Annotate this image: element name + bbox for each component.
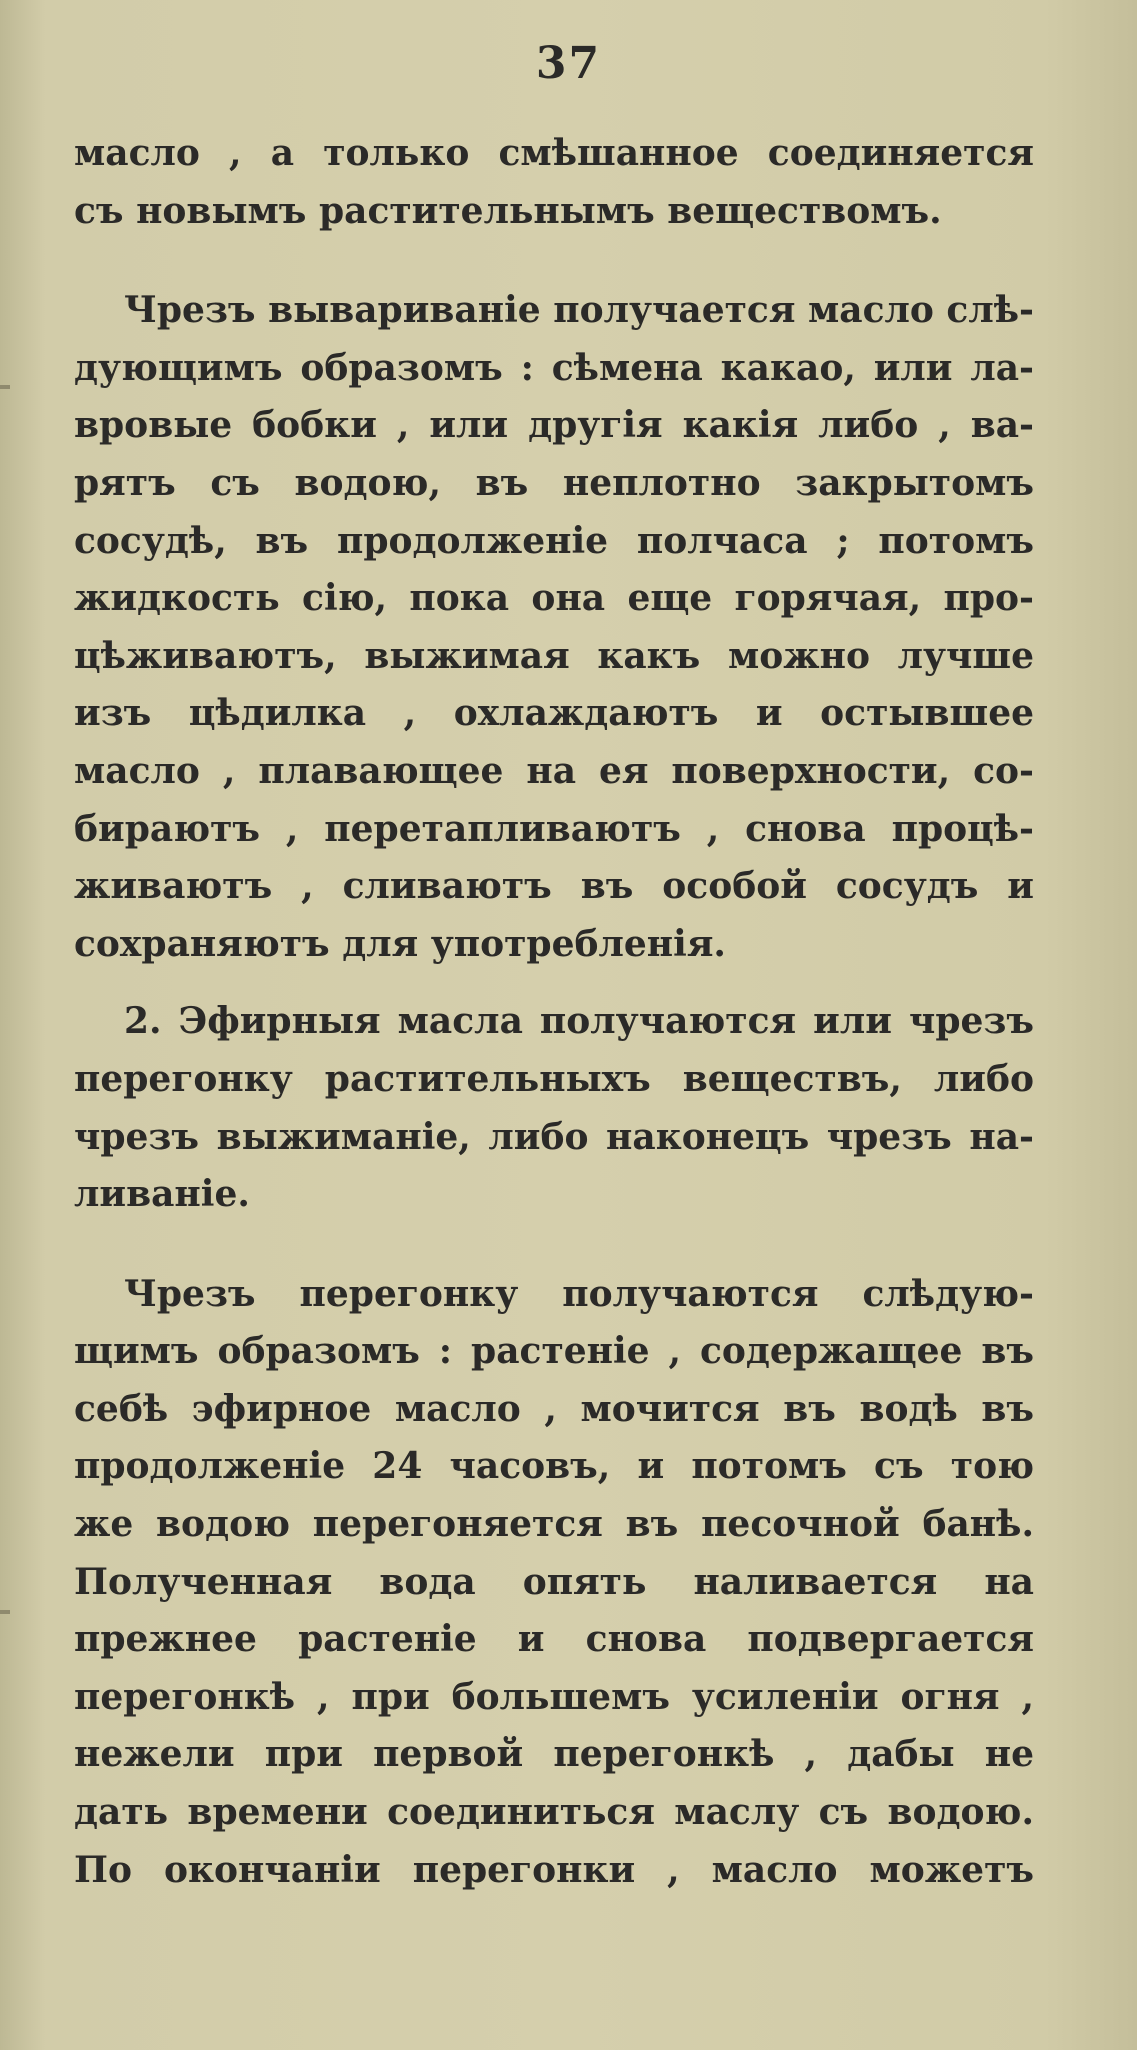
text-line: 2. Эфирныя масла получаются или чрезъ [124, 1000, 1034, 1043]
text-line: сосудѣ, въ продолженiе полчаса ; потомъ [74, 519, 1034, 562]
text-line: бираютъ , перетапливаютъ , снова процѣ- [74, 807, 1034, 850]
text-line: дать времени соединиться маслу съ водою. [74, 1791, 1034, 1834]
body-text [74, 125, 1034, 1899]
text-line: живаютъ , сливаютъ въ особой сосудъ и [74, 865, 1034, 908]
text-line: По окончанiи перегонки , масло можетъ [74, 1848, 1034, 1891]
margin-mark [0, 385, 10, 389]
text-line: рятъ съ водою, въ неплотно закрытомъ [74, 461, 1034, 504]
text-line: вровые бобки , или другiя какiя либо , ва- [74, 404, 1034, 447]
text-line: перегонку растительныхъ веществъ, либо [74, 1057, 1034, 1100]
text-line: перегонкѣ , при большемъ усиленiи огня , [74, 1675, 1034, 1718]
text-line: чрезъ выжиманiе, либо наконецъ чрезъ на- [74, 1115, 1034, 1158]
text-line: изъ цѣдилка , охлаждаютъ и остывшее [74, 692, 1034, 735]
text-line: прежнее растенiе и снова подвергается [74, 1618, 1034, 1661]
margin-mark [0, 1610, 10, 1614]
text-line: цѣживаютъ, выжимая какъ можно лучше [74, 634, 1034, 677]
text-line: Чрезъ вывариванiе получается масло слѣ- [124, 289, 1034, 332]
text-line: щимъ образомъ : растенiе , содержащее въ [74, 1330, 1034, 1373]
text-line: сохраняютъ для употребленiя. [74, 922, 726, 965]
page-number: 37 [535, 38, 602, 89]
text-line: себѣ эфирное масло , мочится въ водѣ въ [74, 1387, 1034, 1430]
text-line: же водою перегоняется въ песочной банѣ. [74, 1503, 1034, 1546]
text-line: жидкость сiю, пока она еще горячая, про- [74, 577, 1034, 620]
text-line: масло , плавающее на ея поверхности, со- [74, 749, 1034, 792]
text-line: съ новымъ растительнымъ веществомъ. [74, 189, 942, 232]
text-line: нежели при первой перегонкѣ , дабы не [74, 1733, 1034, 1776]
text-line: масло , а только смѣшанное соединяется [74, 132, 1034, 174]
text-line: ливанiе. [74, 1173, 250, 1216]
text-line: Полученная вода опять наливается на [74, 1560, 1034, 1603]
text-line: дующимъ образомъ : сѣмена какао, или ла- [74, 346, 1034, 389]
text-line: Чрезъ перегонку получаются слѣдую- [124, 1272, 1034, 1315]
text-line: продолженiе 24 часовъ, и потомъ съ тою [74, 1445, 1034, 1488]
